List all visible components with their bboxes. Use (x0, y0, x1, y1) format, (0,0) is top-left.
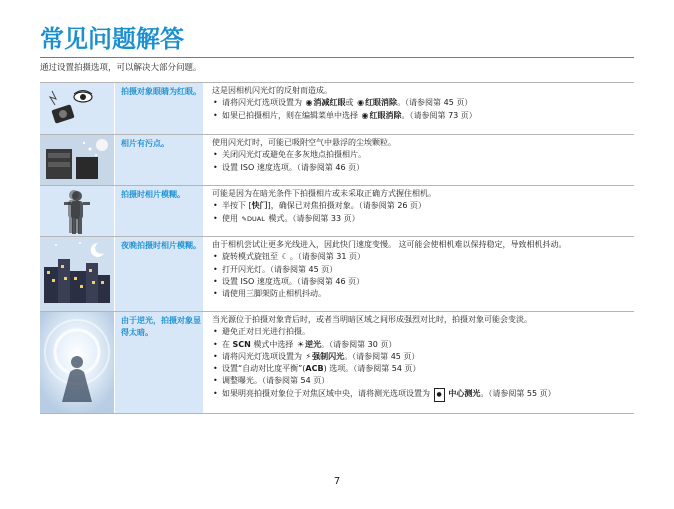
faq-row-dust (40, 135, 634, 186)
problem-label: 拍摄对象眼睛为红眼。 (115, 83, 203, 134)
solution-item-text: 如果明亮拍摄对象位于对焦区域中央，请将测光选项设置为 (222, 388, 430, 398)
solution-item-text: 旋转模式旋钮至 (222, 252, 278, 262)
solution-item (212, 110, 634, 122)
solution-item-text: 使用 (222, 213, 238, 223)
page-subtitle: 通过设置拍摄选项，可以解决大部分问题。 (40, 63, 202, 73)
faq-row-backlight (40, 312, 634, 414)
option-name: 逆光 (305, 339, 322, 349)
solution-item-text: 模式。（请参阅第 33 页） (268, 213, 360, 223)
fill-flash-icon: ⚡ (305, 351, 312, 361)
solution-lead: 可能是因为在暗光条件下拍摄相片或未采取正确方式握住相机。 (212, 189, 436, 198)
problem-label: 拍摄时相片模糊。 (115, 186, 203, 236)
problem-label: 夜晚拍摄时相片模糊。 (115, 237, 203, 311)
solution-item-text: 请将闪光灯选项设置为 (222, 98, 302, 108)
spot-metering-icon: ● (434, 388, 445, 402)
faq-row-red-eye (40, 83, 634, 135)
faq-row-night (40, 237, 634, 312)
solution-item-text: 。（请参阅第 30 页） (321, 339, 397, 349)
backlight-thumbnail (40, 312, 115, 413)
solution-text (203, 83, 634, 134)
solution-text (203, 186, 634, 236)
solution-text (203, 237, 634, 311)
solution-item-text: 。（请参阅第 31 页） (289, 252, 365, 262)
option-name: 强制闪光 (312, 351, 345, 361)
solution-item: • 设置 ISO 速度选项。（请参阅第 46 页） (212, 162, 634, 174)
night-scene-thumbnail (40, 237, 115, 311)
dual-is-icon-text: DUAL (247, 214, 265, 223)
solution-item-text: 在 (222, 339, 230, 349)
solution-lead: 由于相机尝试让更多光线进入，因此快门速度变慢。 这可能会使相机难以保持稳定，导致相机抖动。 (212, 240, 567, 249)
solution-item-text: ) 选项。（请参阅第 54 页） (323, 364, 421, 374)
problem-label: 由于逆光，拍摄对象显得太暗。 (115, 312, 203, 413)
shutter-key-label: 快门 (251, 201, 268, 211)
solution-text (203, 135, 634, 185)
solution-item-text: 或 (345, 98, 354, 108)
solution-item-text: 。（请参阅第 73 页） (401, 110, 477, 120)
red-eye-fix-icon: ◉ (357, 98, 365, 108)
solution-item-text: ]，确保已对焦拍摄对象。（请参阅第 26 页） (267, 201, 427, 211)
faq-row-blur (40, 186, 634, 237)
solution-item (212, 363, 634, 375)
solution-lead: 这是因相机闪光灯的反射而造成。 (212, 86, 332, 95)
solution-item: • 避免正对日光进行拍摄。 (212, 326, 634, 338)
solution-lead: 使用闪光灯时，可能已吸附空气中悬浮的尘埃颗粒。 (212, 138, 396, 147)
solution-item: • 请使用三脚架防止相机抖动。 (212, 288, 634, 300)
solution-item-text: 请将闪光灯选项设置为 (222, 351, 302, 361)
page-title: 常见问题解答 (40, 22, 634, 58)
page-number: 7 (333, 476, 341, 487)
option-name: 红眼消除 (369, 110, 402, 120)
solution-item: • 打开闪光灯。（请参阅第 45 页） (212, 264, 634, 276)
solution-item-text: 如果已拍摄相片，则在编辑菜单中选择 (222, 110, 358, 120)
solution-item (212, 388, 634, 402)
solution-item (212, 200, 634, 212)
solution-item-text: 设置“自动对比度平衡”( (222, 364, 306, 374)
acb-label: ACB (305, 364, 324, 374)
solution-item (212, 97, 634, 109)
option-name: 消减红眼 (313, 98, 346, 108)
dual-is-icon: ✎DUAL (241, 214, 265, 223)
solution-item-text: 模式中选择 (253, 339, 294, 349)
solution-item: • 设置 ISO 速度选项。（请参阅第 46 页） (212, 276, 634, 288)
solution-item-text: 。（请参阅第 45 页） (344, 351, 420, 361)
option-name: 红眼消除 (365, 98, 398, 108)
solution-item (212, 339, 634, 351)
option-name: 中心测光 (448, 388, 481, 398)
solution-item-text: 。（请参阅第 45 页） (397, 98, 473, 108)
solution-item: • 关闭闪光灯或避免在多灰地点拍摄相片。 (212, 149, 634, 161)
red-eye-fix-icon: ◉ (361, 110, 369, 120)
backlight-scene-icon: ☀ (296, 339, 305, 349)
solution-lead: 当光源位于拍摄对象背后时，或者当明暗区域之间形成强烈对比时，拍摄对象可能会变淡。 (212, 315, 532, 324)
night-mode-icon: ☾ (281, 252, 289, 262)
dust-spots-thumbnail (40, 135, 115, 185)
scn-mode-label: SCN (232, 339, 251, 349)
problem-label: 相片有污点。 (115, 135, 203, 185)
solution-item (212, 213, 634, 225)
blurry-photo-thumbnail (40, 186, 115, 236)
solution-item-text: 。（请参阅第 55 页） (480, 388, 556, 398)
solution-item (212, 351, 634, 363)
solution-text (203, 312, 634, 413)
solution-item-text: 半按下 [ (222, 201, 252, 211)
red-eye-icon: ◉ (305, 98, 313, 108)
solution-item: • 调整曝光。（请参阅第 54 页） (212, 375, 634, 387)
solution-item (212, 251, 634, 263)
red-eye-thumbnail (40, 83, 115, 134)
faq-table (40, 82, 634, 414)
